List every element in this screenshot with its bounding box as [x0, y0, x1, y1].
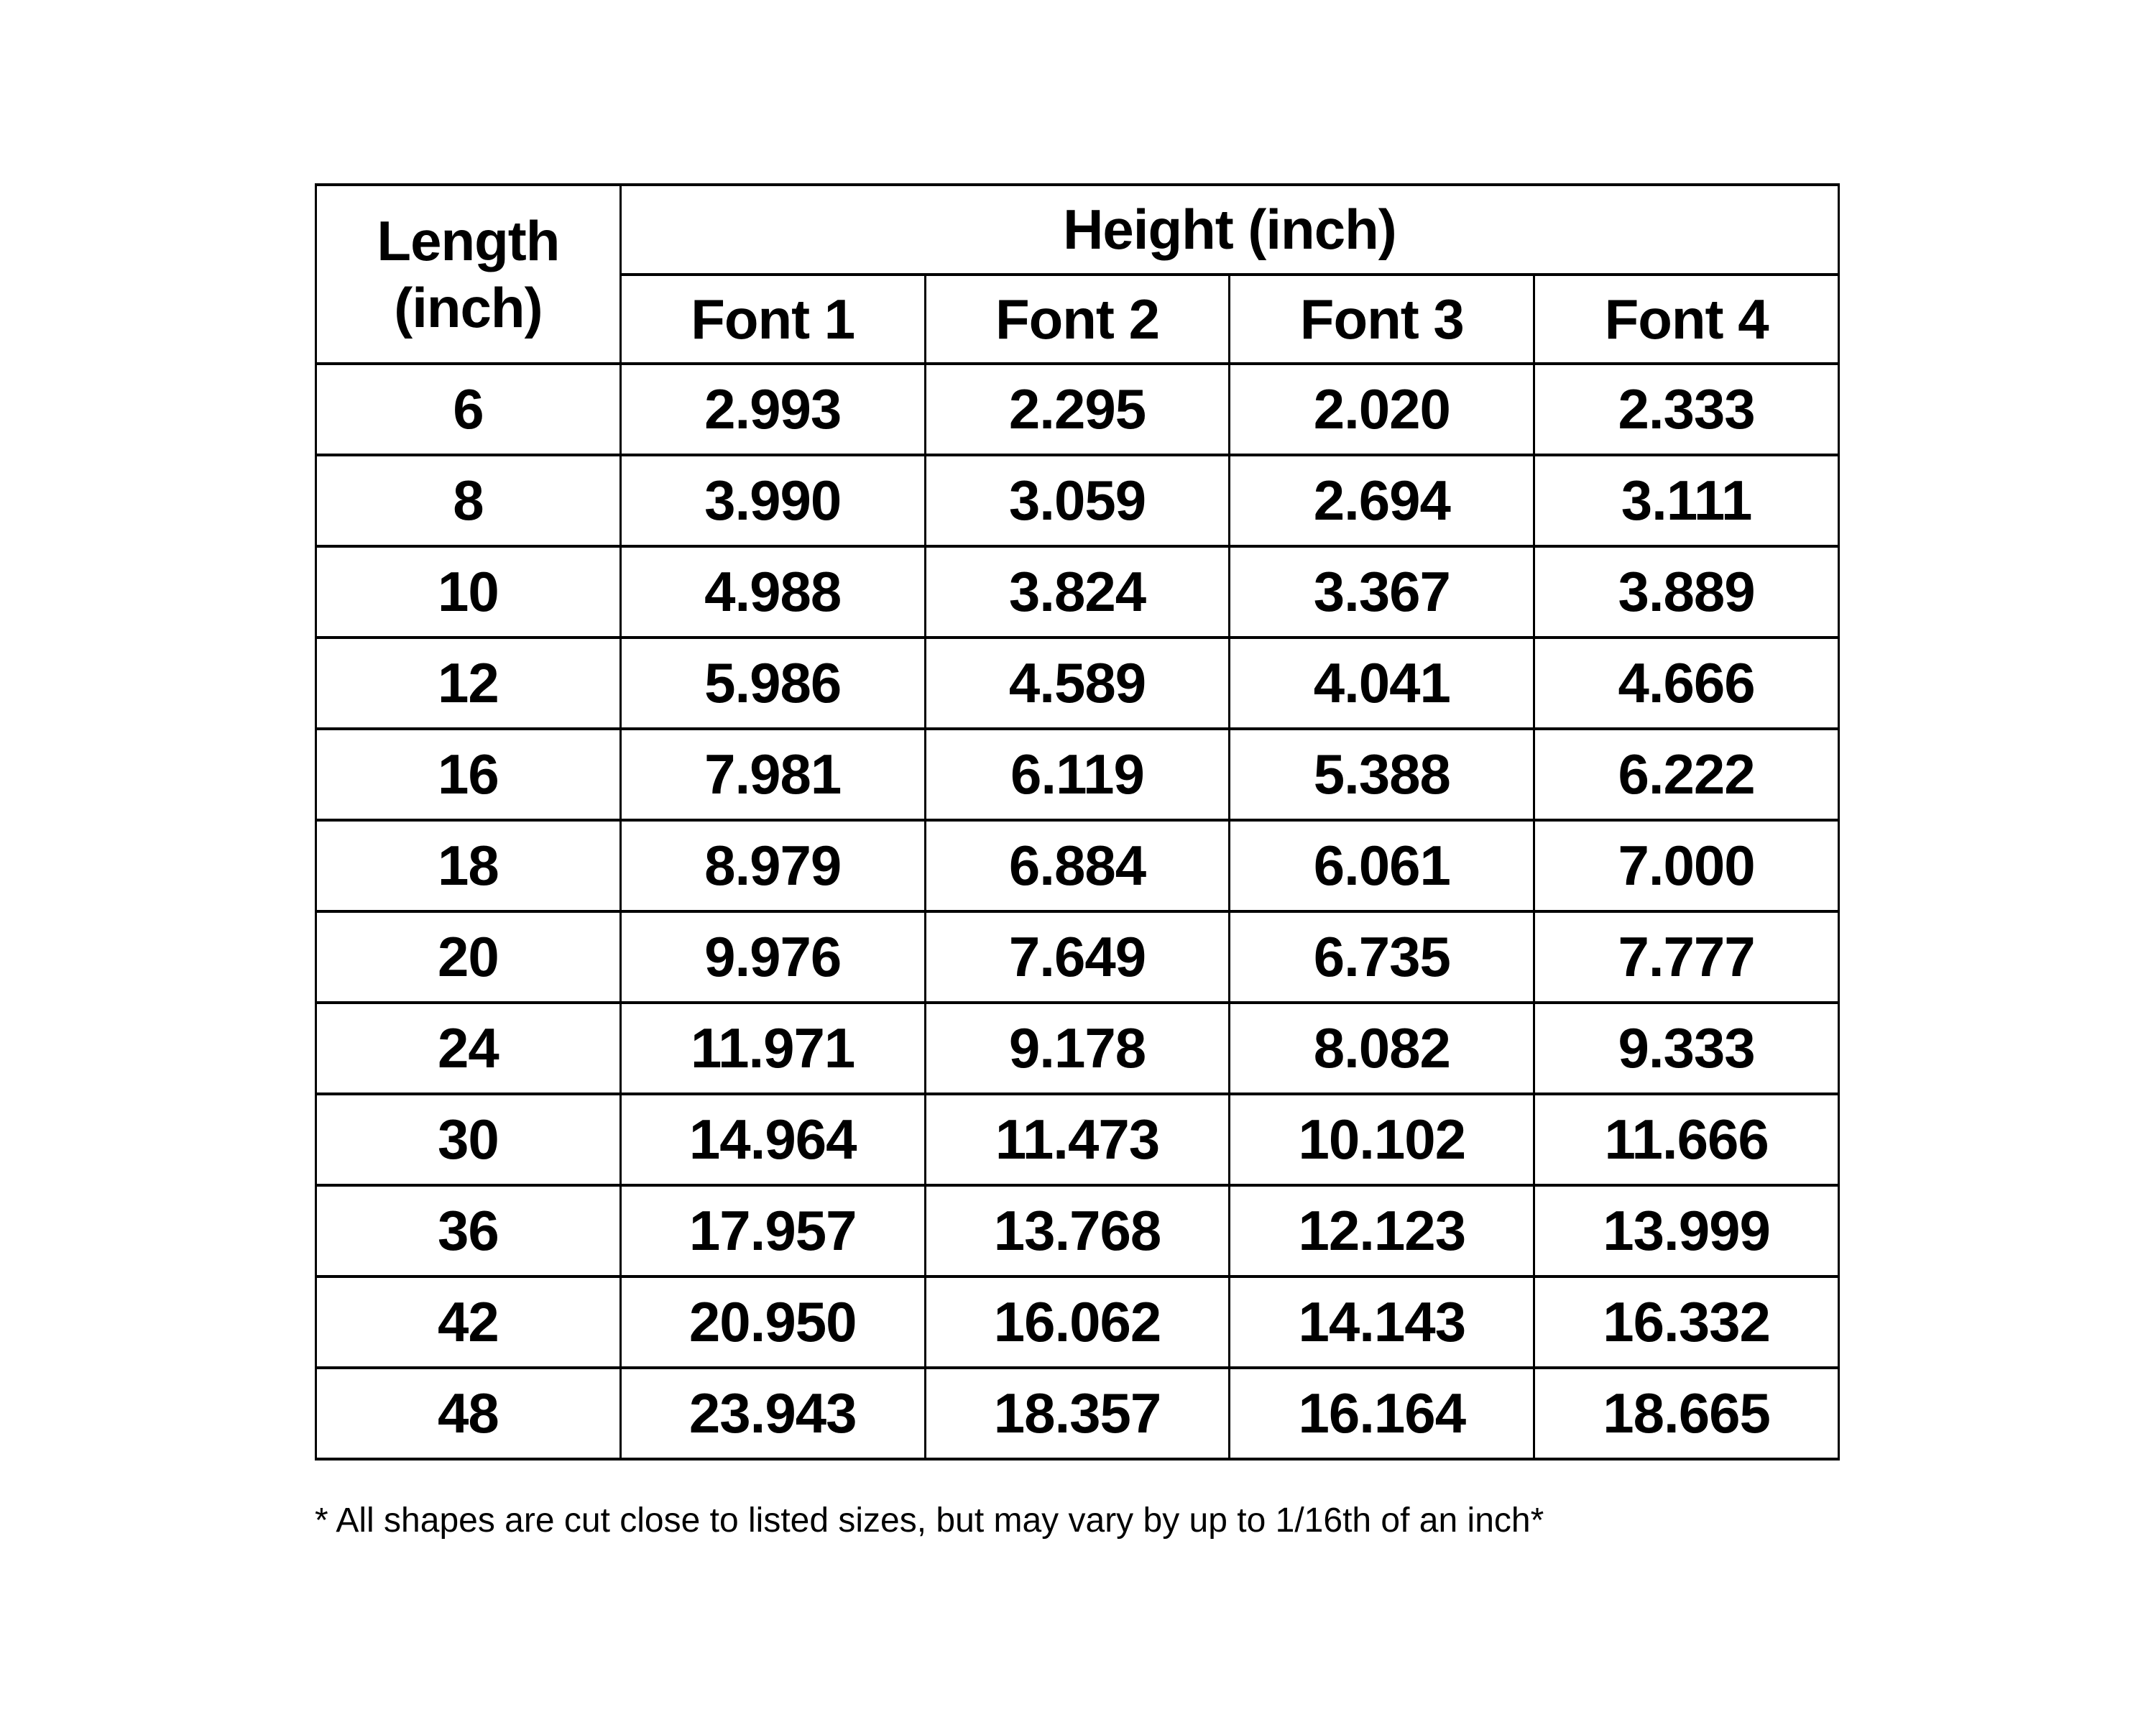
length-header-line2: (inch): [394, 275, 543, 339]
height-cell: 14.143: [1230, 1276, 1534, 1368]
height-cell: 3.889: [1534, 546, 1839, 638]
table-row: [316, 729, 1839, 820]
footnote-text: * All shapes are cut close to listed sizes, but may vary by up to 1/16th of an inch*: [315, 1501, 1544, 1540]
table-row: [316, 1368, 1839, 1459]
height-cell: 18.357: [925, 1368, 1230, 1459]
length-cell: 6: [316, 364, 621, 455]
height-cell: 9.178: [925, 1003, 1230, 1094]
height-cell: 7.000: [1534, 820, 1839, 911]
table-row: [316, 364, 1839, 455]
height-cell: 9.976: [620, 911, 925, 1003]
length-cell: 48: [316, 1368, 621, 1459]
font-column-header: Font 3: [1230, 275, 1534, 364]
height-cell: 12.123: [1230, 1185, 1534, 1276]
height-cell: 6.061: [1230, 820, 1534, 911]
height-cell: 2.993: [620, 364, 925, 455]
length-header-cell: [316, 185, 621, 364]
height-cell: 13.768: [925, 1185, 1230, 1276]
height-cell: 23.943: [620, 1368, 925, 1459]
height-cell: 10.102: [1230, 1094, 1534, 1185]
table-row: [316, 1094, 1839, 1185]
height-cell: 4.041: [1230, 638, 1534, 729]
table-row: [316, 1185, 1839, 1276]
height-cell: 11.666: [1534, 1094, 1839, 1185]
group-header-row: [316, 185, 1839, 275]
font-column-header: Font 2: [925, 275, 1230, 364]
length-cell: 18: [316, 820, 621, 911]
length-cell: 36: [316, 1185, 621, 1276]
height-cell: 7.777: [1534, 911, 1839, 1003]
height-cell: 5.388: [1230, 729, 1534, 820]
height-cell: 4.666: [1534, 638, 1839, 729]
height-cell: 16.062: [925, 1276, 1230, 1368]
height-cell: 2.694: [1230, 455, 1534, 546]
height-cell: 4.589: [925, 638, 1230, 729]
height-cell: 3.111: [1534, 455, 1839, 546]
height-cell: 7.981: [620, 729, 925, 820]
length-cell: 42: [316, 1276, 621, 1368]
height-cell: 9.333: [1534, 1003, 1839, 1094]
height-cell: 20.950: [620, 1276, 925, 1368]
height-cell: 6.222: [1534, 729, 1839, 820]
table-row: [316, 820, 1839, 911]
height-group-header-cell: Height (inch): [620, 185, 1838, 275]
size-chart-table: [315, 183, 1840, 1460]
table-row: [316, 1003, 1839, 1094]
height-cell: 11.971: [620, 1003, 925, 1094]
table-row: [316, 1276, 1839, 1368]
length-cell: 24: [316, 1003, 621, 1094]
height-cell: 18.665: [1534, 1368, 1839, 1459]
length-cell: 30: [316, 1094, 621, 1185]
length-header-line1: Length: [377, 209, 560, 273]
height-cell: 14.964: [620, 1094, 925, 1185]
font-column-header: Font 1: [620, 275, 925, 364]
length-cell: 12: [316, 638, 621, 729]
height-cell: 16.332: [1534, 1276, 1839, 1368]
height-cell: 3.990: [620, 455, 925, 546]
height-cell: 3.367: [1230, 546, 1534, 638]
height-cell: 16.164: [1230, 1368, 1534, 1459]
height-cell: 2.295: [925, 364, 1230, 455]
height-cell: 8.082: [1230, 1003, 1534, 1094]
height-cell: 3.824: [925, 546, 1230, 638]
height-cell: 4.988: [620, 546, 925, 638]
table-row: [316, 638, 1839, 729]
length-cell: 8: [316, 455, 621, 546]
height-cell: 11.473: [925, 1094, 1230, 1185]
height-cell: 6.735: [1230, 911, 1534, 1003]
length-cell: 10: [316, 546, 621, 638]
height-cell: 2.333: [1534, 364, 1839, 455]
height-cell: 8.979: [620, 820, 925, 911]
length-cell: 16: [316, 729, 621, 820]
table-row: [316, 546, 1839, 638]
height-cell: 6.119: [925, 729, 1230, 820]
table-row: [316, 911, 1839, 1003]
height-cell: 13.999: [1534, 1185, 1839, 1276]
height-cell: 3.059: [925, 455, 1230, 546]
table-row: [316, 455, 1839, 546]
font-column-header: Font 4: [1534, 275, 1839, 364]
height-cell: 2.020: [1230, 364, 1534, 455]
height-cell: 17.957: [620, 1185, 925, 1276]
height-cell: 7.649: [925, 911, 1230, 1003]
length-cell: 20: [316, 911, 621, 1003]
height-cell: 5.986: [620, 638, 925, 729]
height-cell: 6.884: [925, 820, 1230, 911]
